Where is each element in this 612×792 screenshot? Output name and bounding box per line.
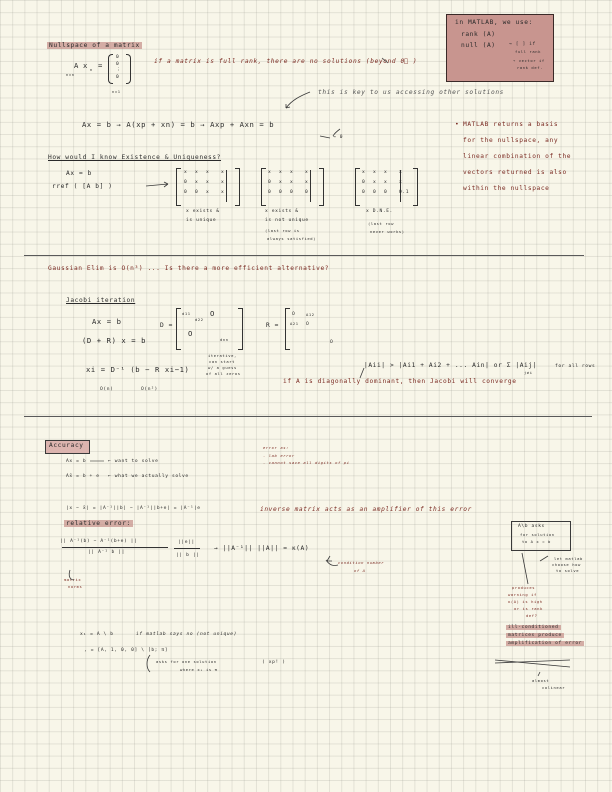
rel-title: relative error: <box>66 520 131 527</box>
matrix-cell: 0 <box>268 180 272 185</box>
matrix-cell: 0 <box>362 180 366 185</box>
matrix-cell: 0.1 <box>399 190 410 195</box>
matrix-cell: x <box>268 170 272 175</box>
matrix-cell: x <box>221 180 225 185</box>
matrix1-caption-1: x exists & <box>186 209 220 214</box>
error-2: - cannot save all digits of pi <box>263 460 350 465</box>
jacobi-on2: O(n²) <box>141 387 158 392</box>
matrix-cell: x <box>221 170 225 175</box>
nullspace-arrow-zero: → 0 <box>333 135 344 140</box>
jacobi-eq1: Ax = b <box>92 317 122 326</box>
produces-3: κ(A) is high <box>508 599 543 604</box>
existence-eq: Ax = b <box>66 170 92 177</box>
norms-arrow <box>69 570 74 580</box>
slash-box-3: to A x = b <box>522 539 551 544</box>
matrix-cell: x <box>290 170 294 175</box>
iter-note-4: of all zeros <box>206 371 241 376</box>
matrix-cell: 0 <box>384 190 388 195</box>
matrix-cell: x <box>279 170 283 175</box>
matlab-note-line-1: MATLAB returns a basis <box>463 121 559 128</box>
nullspace-title: Nullspace of a matrix <box>49 42 140 49</box>
pinv-eq: , = [A, 1, 0, 0] \ [b; π] <box>84 648 169 653</box>
conv-note: if A is diagonally dominant, then Jacobi will converge <box>283 378 517 385</box>
matrix-cell: x <box>221 190 225 195</box>
key-note-arrow <box>286 92 310 108</box>
jacobi-r-label: R = <box>266 322 279 329</box>
r-zero-2: O <box>306 322 310 327</box>
pinv-arrow <box>147 655 150 672</box>
matrix-cell: x <box>305 170 309 175</box>
acc-eq1-note: ← want to solve <box>108 459 159 464</box>
jacobi-title: Jacobi iteration <box>66 297 136 304</box>
almost-1: almost <box>532 678 550 683</box>
matrix2-caption-2: is not unique <box>265 218 309 223</box>
matrix3-caption-2: (last row <box>368 221 394 226</box>
r-zero-3: O <box>330 340 334 345</box>
colinear-line-1 <box>495 660 570 663</box>
almost-2: colinear <box>542 685 566 690</box>
acc-bound-note: inverse matrix acts as an amplifier of this error <box>260 506 472 513</box>
matrix-cell: x <box>399 170 403 175</box>
xp-note: ( xp! ) <box>262 660 286 665</box>
matrix2-caption-3: (last row is <box>265 228 300 233</box>
ill-3: amplification of error <box>508 641 583 646</box>
matlab-note-bullet: • <box>455 121 459 128</box>
r-zero-1: O <box>292 312 296 317</box>
accuracy-title: Accuracy <box>49 442 84 449</box>
matrix-cell: 0 <box>279 190 283 195</box>
matrix-cell: x <box>206 180 210 185</box>
ill-1: ill-conditioned <box>508 625 559 630</box>
matrix-cell: 0 <box>362 190 366 195</box>
matrix-cell: 0 <box>373 190 377 195</box>
matrix3-caption-1: x D.N.E. <box>366 209 393 214</box>
matlab-note-line-4: vectors returned is also <box>463 169 567 176</box>
diag-arrow <box>360 368 364 378</box>
diag-cond: |Aii| > |Ai1 + Ai2 + ... Ain| or Σ |Aij| <box>364 362 538 369</box>
existence-rref: rref ( [A b] ) <box>52 183 113 190</box>
jacobi-on: O(n) <box>100 387 114 392</box>
slash-box-2: for solution <box>520 532 555 537</box>
e-num: ||e|| <box>178 540 195 545</box>
matrix-cell: x <box>373 180 377 185</box>
iter-note-3: w/ a guess <box>208 365 237 370</box>
cond-note-2: of A <box>354 568 366 573</box>
r-a12: A12 <box>306 312 315 317</box>
dnn: dnn <box>220 337 229 342</box>
nullspace-eq-equals: = <box>98 61 103 70</box>
matrix-cell: x <box>399 180 403 185</box>
matrix-cell: 0 <box>184 190 188 195</box>
existence-title: How would I know Existence & Uniqueness? <box>48 154 222 161</box>
x1-note: if matlab says no (not unique) <box>136 632 237 637</box>
matrix-cell: x <box>206 170 210 175</box>
matlab-note-line-5: within the nullspace <box>463 185 550 192</box>
acc-eq2: Ax̂ = b + e <box>66 474 100 479</box>
matlab-box-note1: → [ ] if <box>509 42 536 47</box>
rel-num: || A⁻¹(b) − A⁻¹(b+e) || <box>60 539 138 544</box>
error-title: error as: <box>263 445 289 450</box>
pinv-note-1: asks for one solution <box>156 659 217 664</box>
acc-eq1: Ax = b <box>66 459 87 464</box>
x1-eq: x₁ = A \ b <box>80 632 114 637</box>
nullspace-label-nx1: n×1 <box>112 89 121 94</box>
zero-arrow <box>320 136 330 138</box>
matrix-cell: x <box>384 170 388 175</box>
matrix2-caption-1: x exists & <box>265 209 299 214</box>
matrix-cell: x <box>384 180 388 185</box>
let-matlab-2: choose how <box>552 562 581 567</box>
matrix-cell: 0 <box>195 190 199 195</box>
for-all-rows: for all rows <box>555 364 596 369</box>
full-rank-note: if a matrix is full rank, there are no solutions (beyond 0⃗ ) <box>154 58 418 65</box>
nullspace-eq-x: x <box>83 61 88 70</box>
produces-1: produces <box>512 585 536 590</box>
iter-note-2: can start <box>209 359 235 364</box>
matrix3-caption-3: never works) <box>370 229 405 234</box>
matlab-box-null: null (A) <box>461 42 496 49</box>
matrix-norms-1: matrix <box>64 577 82 582</box>
d11: d11 <box>182 311 191 316</box>
ill-2: matrices produce <box>508 633 562 638</box>
matrix-cell: x <box>362 170 366 175</box>
b-den: || b || <box>176 553 200 558</box>
let-matlab-1: let matlab <box>554 556 583 561</box>
acc-bound: |x − x̂| = |A⁻¹||b| − |A⁻¹||b+e| = |A⁻¹|e <box>66 506 201 511</box>
rref-arrow <box>146 184 168 186</box>
d22: d22 <box>195 317 204 322</box>
matrix-cell: 0 <box>268 190 272 195</box>
nullspace-vec-1: 0 <box>116 62 120 67</box>
rel-den: || A⁻¹ b || <box>88 550 126 555</box>
jacobi-d-label: D = <box>160 322 173 329</box>
d-zero-upper: O <box>210 309 215 318</box>
matlab-box-note3: → vector if <box>513 58 545 63</box>
error-1: - lab error <box>263 453 295 458</box>
d-zero-lower: O <box>188 329 193 338</box>
r-a21: A21 <box>290 321 299 326</box>
matrix-cell: x <box>373 170 377 175</box>
produces-2: warning if <box>508 592 537 597</box>
matrix-cell: 0 <box>290 190 294 195</box>
matrix-cell: x <box>279 180 283 185</box>
matrix-cell: x <box>206 190 210 195</box>
cond-eq: → ||A⁻¹|| ||A|| = κ(A) <box>214 545 310 552</box>
matrix-cell: 0 <box>305 190 309 195</box>
cond-note-1: condition number <box>338 560 385 565</box>
matlab-note-line-3: linear combination of the <box>463 153 572 160</box>
gaussian-title: Gaussian Elim is O(n³) ... Is there a more efficient alternative? <box>48 265 330 272</box>
key-note: this is key to us accessing other solutions <box>318 89 504 96</box>
matlab-box-note2: full rank <box>515 49 541 54</box>
nullspace-derivation: Ax = b → A(xp + xn) = b → Axp + Axn = b <box>82 120 275 129</box>
nullspace-eq-a: A <box>74 61 79 70</box>
colinear-line-2 <box>495 660 570 667</box>
matlab-box-rank: rank (A) <box>461 31 496 38</box>
matrix-cell: x <box>305 180 309 185</box>
jacobi-eq2: (D + R) x = b <box>82 336 147 345</box>
nullspace-vec-0: 0 <box>116 55 120 60</box>
jacobi-iter: xi = D⁻¹ (b − R xi−1) <box>86 365 190 374</box>
let-matlab-3: to solve <box>556 568 580 573</box>
matrix-cell: 0 <box>184 180 188 185</box>
nullspace-vec-3: 0 <box>116 75 120 80</box>
produces-5: def? <box>526 613 538 618</box>
matlab-note-line-2: for the nullspace, any <box>463 137 559 144</box>
produces-4: or is rank <box>514 606 543 611</box>
matrix-cell: x <box>195 180 199 185</box>
matrix1-caption-2: is unique <box>186 218 217 223</box>
acc-eq2-note: ← what we actually solve <box>108 474 189 479</box>
slash-box-1: A\b asks <box>518 524 545 529</box>
iter-note-1: iterative, <box>208 353 237 358</box>
nullspace-vec-2: ⋮ <box>116 68 122 73</box>
matrix-cell: x <box>290 180 294 185</box>
nullspace-label-nxn: n×n <box>66 72 75 77</box>
matrix-norms-2: norms <box>68 584 83 589</box>
matrix-cell: x <box>195 170 199 175</box>
matrix2-caption-4: always satisfied) <box>267 236 317 241</box>
pinv-note-2: where x₁ is π <box>180 667 218 672</box>
matlab-box-note4: rank def. <box>517 65 543 70</box>
sum-idx: j≠i <box>524 370 533 375</box>
matlab-box-title: in MATLAB, we use: <box>455 19 533 26</box>
matrix-cell: x <box>184 170 188 175</box>
nullspace-eq-sub: n <box>90 67 93 72</box>
